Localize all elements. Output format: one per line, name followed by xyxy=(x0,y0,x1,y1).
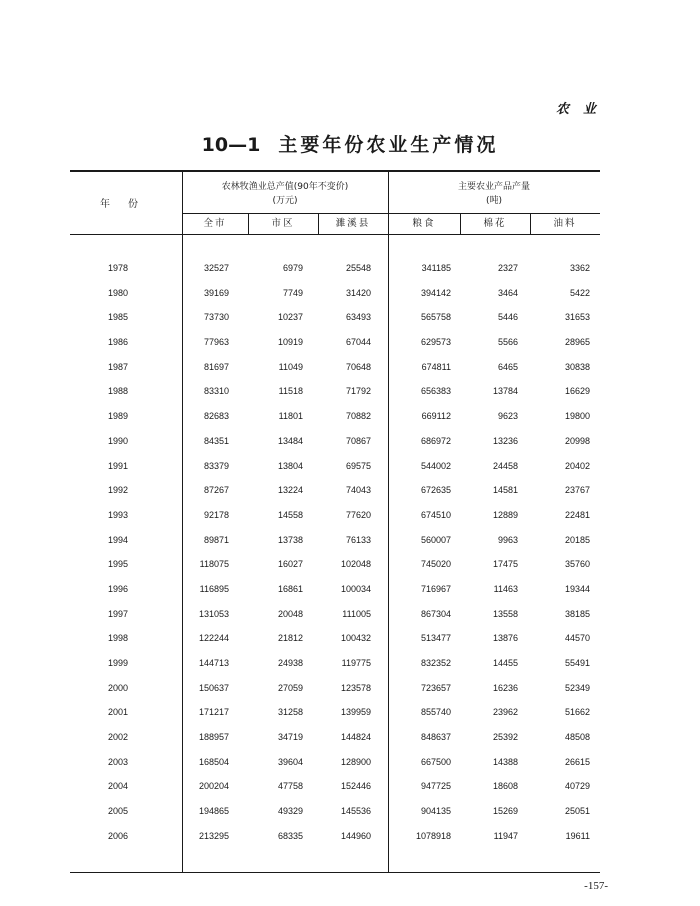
cell-year: 2000 xyxy=(108,682,129,693)
product-output-header-line1: 主要农业产品产量 xyxy=(457,182,530,192)
cell-oil: 19800 xyxy=(564,411,590,422)
cell-city-total: 32527 xyxy=(203,263,229,273)
cell-grain: 848637 xyxy=(420,732,451,743)
cell-year: 2006 xyxy=(108,830,129,841)
cell-year: 1990 xyxy=(108,435,129,446)
cell-grain: 745020 xyxy=(420,559,451,570)
cell-cotton: 13784 xyxy=(492,386,518,397)
output-value-header-line1: 农林牧渔业总产值(90年不变价) xyxy=(221,182,349,192)
cell-grain: 832352 xyxy=(420,658,451,668)
cell-grain: 394142 xyxy=(420,287,451,298)
table-row xyxy=(0,405,700,430)
table-row xyxy=(0,603,700,628)
col-header-oil: 油料 xyxy=(553,218,577,229)
cell-urban: 20048 xyxy=(277,608,303,619)
product-output-header xyxy=(388,180,600,208)
table-row xyxy=(0,257,700,282)
cell-city-total: 122244 xyxy=(198,633,229,644)
cell-year: 2001 xyxy=(108,707,129,718)
cell-oil: 5422 xyxy=(569,287,590,298)
cell-cotton: 5566 xyxy=(497,337,518,348)
cell-oil: 20998 xyxy=(564,435,590,446)
cell-city-total: 83310 xyxy=(203,386,229,397)
cell-city-total: 194865 xyxy=(198,806,229,817)
group-header-rule xyxy=(182,213,600,214)
cell-oil: 52349 xyxy=(564,682,590,693)
cell-cotton: 11947 xyxy=(493,830,518,841)
col-header-city-total: 全市 xyxy=(203,218,227,229)
cell-city-total: 168504 xyxy=(198,756,229,767)
cell-suixi: 102048 xyxy=(340,559,371,570)
cell-urban: 11801 xyxy=(278,411,303,422)
cell-city-total: 213295 xyxy=(198,830,229,841)
cell-grain: 544002 xyxy=(420,460,451,471)
cell-suixi: 144824 xyxy=(340,732,371,743)
cell-urban: 13484 xyxy=(277,435,303,446)
page-number: -157- xyxy=(584,880,608,892)
cell-oil: 26615 xyxy=(564,756,590,767)
col-header-grain: 粮食 xyxy=(412,218,436,229)
table-row xyxy=(0,775,700,800)
table-row xyxy=(0,306,700,331)
cell-oil: 44570 xyxy=(564,633,590,644)
cell-suixi: 145536 xyxy=(340,806,371,817)
cell-city-total: 73730 xyxy=(203,312,229,323)
cell-urban: 7749 xyxy=(282,287,303,298)
cell-suixi: 123578 xyxy=(340,682,371,693)
cell-year: 2002 xyxy=(108,732,129,743)
cell-oil: 19611 xyxy=(565,830,590,841)
cell-cotton: 23962 xyxy=(492,707,518,718)
cell-city-total: 39169 xyxy=(203,287,229,298)
cell-grain: 716967 xyxy=(420,583,451,594)
cell-suixi: 119775 xyxy=(341,658,371,668)
cell-year: 1987 xyxy=(108,361,129,372)
col-header-urban: 市区 xyxy=(271,218,295,229)
cell-urban: 16861 xyxy=(277,583,303,594)
cell-cotton: 3464 xyxy=(497,287,518,298)
cell-cotton: 14581 xyxy=(492,485,518,496)
cell-oil: 22481 xyxy=(564,509,590,520)
cell-urban: 39604 xyxy=(277,756,303,767)
cell-cotton: 13558 xyxy=(492,608,518,619)
cell-city-total: 92178 xyxy=(203,509,229,520)
cell-suixi: 70648 xyxy=(345,361,371,372)
table-top-rule xyxy=(70,170,600,172)
cell-cotton: 16236 xyxy=(492,682,518,693)
table-row xyxy=(0,479,700,504)
cell-oil: 55491 xyxy=(564,658,590,668)
table-title-text: 主要年份农业生产情况 xyxy=(278,134,499,156)
cell-urban: 24938 xyxy=(277,658,303,668)
cell-cotton: 13876 xyxy=(492,633,518,644)
col-header-suixi: 濉溪县 xyxy=(335,218,371,229)
table-row xyxy=(0,282,700,307)
cell-urban: 31258 xyxy=(277,707,303,718)
cell-cotton: 24458 xyxy=(492,460,518,471)
cell-grain: 904135 xyxy=(420,806,451,817)
cell-suixi: 100432 xyxy=(340,633,371,644)
cell-cotton: 2327 xyxy=(497,263,518,273)
cell-urban: 34719 xyxy=(277,732,303,743)
cell-city-total: 116895 xyxy=(199,583,229,594)
table-row xyxy=(0,652,700,677)
table-number: 10—1 xyxy=(201,134,261,156)
cell-city-total: 77963 xyxy=(203,337,229,348)
cell-year: 1985 xyxy=(108,312,129,323)
cell-suixi: 67044 xyxy=(345,337,371,348)
cell-suixi: 25548 xyxy=(345,263,371,273)
cell-year: 1993 xyxy=(108,509,129,520)
table-row xyxy=(0,331,700,356)
cell-oil: 51662 xyxy=(564,707,590,718)
cell-urban: 14558 xyxy=(277,509,303,520)
cell-year: 1997 xyxy=(108,608,129,619)
cell-grain: 947725 xyxy=(420,781,451,792)
cell-year: 2004 xyxy=(108,781,129,792)
cell-grain: 855740 xyxy=(420,707,451,718)
cell-suixi: 77620 xyxy=(345,509,371,520)
cell-city-total: 200204 xyxy=(198,781,229,792)
cell-cotton: 9963 xyxy=(497,534,518,545)
table-row xyxy=(0,701,700,726)
cell-urban: 16027 xyxy=(277,559,303,570)
cell-grain: 341185 xyxy=(421,263,451,273)
cell-city-total: 171217 xyxy=(198,707,229,718)
cell-grain: 867304 xyxy=(420,608,451,619)
cell-oil: 31653 xyxy=(564,312,590,323)
cell-cotton: 13236 xyxy=(492,435,518,446)
cell-oil: 23767 xyxy=(564,485,590,496)
cell-grain: 565758 xyxy=(420,312,451,323)
cell-oil: 30838 xyxy=(564,361,590,372)
cell-year: 2005 xyxy=(108,806,129,817)
cell-cotton: 17475 xyxy=(492,559,518,570)
cell-suixi: 69575 xyxy=(345,460,371,471)
cell-suixi: 144960 xyxy=(340,830,371,841)
cell-cotton: 12889 xyxy=(492,509,518,520)
cell-year: 2003 xyxy=(108,756,129,767)
cell-urban: 11518 xyxy=(278,386,303,397)
cell-suixi: 70867 xyxy=(345,435,371,446)
cell-grain: 686972 xyxy=(420,435,451,446)
cell-city-total: 82683 xyxy=(203,411,229,422)
cell-year: 1998 xyxy=(108,633,129,644)
cell-suixi: 63493 xyxy=(345,312,371,323)
cell-year: 1986 xyxy=(108,337,129,348)
col-header-cotton: 棉花 xyxy=(483,218,507,229)
cell-city-total: 131053 xyxy=(198,608,229,619)
cell-suixi: 139959 xyxy=(340,707,371,718)
cell-oil: 16629 xyxy=(564,386,590,397)
table-row xyxy=(0,356,700,381)
cell-suixi: 71792 xyxy=(345,386,371,397)
cell-year: 1978 xyxy=(108,263,129,273)
cell-oil: 48508 xyxy=(564,732,590,743)
cell-grain: 669112 xyxy=(421,411,451,422)
cell-grain: 723657 xyxy=(420,682,451,693)
cell-oil: 20402 xyxy=(564,460,590,471)
cell-grain: 674510 xyxy=(420,509,451,520)
cell-year: 1994 xyxy=(108,534,129,545)
cell-cotton: 14455 xyxy=(492,658,518,668)
cell-suixi: 111005 xyxy=(342,608,371,619)
product-output-header-unit: (吨) xyxy=(485,196,503,206)
cell-year: 1996 xyxy=(108,583,129,594)
header-bottom-rule xyxy=(70,234,600,235)
cell-suixi: 76133 xyxy=(345,534,371,545)
cell-oil: 3362 xyxy=(569,263,590,273)
table-row xyxy=(0,455,700,480)
cell-year: 1980 xyxy=(108,287,129,298)
cell-grain: 656383 xyxy=(420,386,451,397)
cell-year: 1988 xyxy=(108,386,129,397)
cell-cotton: 9623 xyxy=(497,411,518,422)
table-row xyxy=(0,578,700,603)
cell-urban: 10237 xyxy=(277,312,303,323)
table-row xyxy=(0,380,700,405)
cell-year: 1991 xyxy=(108,460,129,471)
table-row xyxy=(0,751,700,776)
cell-city-total: 87267 xyxy=(203,485,229,496)
cell-suixi: 31420 xyxy=(345,287,371,298)
cell-grain: 513477 xyxy=(420,633,451,644)
cell-year: 1999 xyxy=(108,658,129,668)
cell-urban: 13804 xyxy=(277,460,303,471)
cell-urban: 49329 xyxy=(277,806,303,817)
cell-suixi: 100034 xyxy=(340,583,371,594)
cell-grain: 1078918 xyxy=(415,830,451,841)
table-body xyxy=(0,257,700,850)
cell-urban: 68335 xyxy=(277,830,303,841)
cell-suixi: 70882 xyxy=(345,411,371,422)
cell-grain: 672635 xyxy=(420,485,451,496)
cell-grain: 674811 xyxy=(421,361,451,372)
cell-oil: 40729 xyxy=(564,781,590,792)
table-row xyxy=(0,430,700,455)
cell-suixi: 152446 xyxy=(340,781,371,792)
section-label: 农业 xyxy=(555,102,610,117)
cell-urban: 11049 xyxy=(278,361,303,372)
cell-urban: 13224 xyxy=(277,485,303,496)
cell-urban: 27059 xyxy=(277,682,303,693)
cell-city-total: 84351 xyxy=(203,435,229,446)
output-value-header-unit: (万元) xyxy=(272,196,298,206)
cell-year: 1992 xyxy=(108,485,129,496)
cell-cotton: 6465 xyxy=(497,361,518,372)
cell-cotton: 14388 xyxy=(492,756,518,767)
cell-cotton: 25392 xyxy=(492,732,518,743)
table-row xyxy=(0,504,700,529)
cell-urban: 10919 xyxy=(277,337,303,348)
cell-cotton: 5446 xyxy=(497,312,518,323)
cell-city-total: 150637 xyxy=(198,682,229,693)
cell-oil: 28965 xyxy=(564,337,590,348)
table-bottom-rule xyxy=(70,872,600,873)
cell-urban: 21812 xyxy=(277,633,303,644)
cell-oil: 25051 xyxy=(564,806,590,817)
cell-city-total: 83379 xyxy=(203,460,229,471)
table-row xyxy=(0,726,700,751)
table-row xyxy=(0,529,700,554)
cell-grain: 667500 xyxy=(420,756,451,767)
cell-oil: 35760 xyxy=(564,559,590,570)
cell-year: 1995 xyxy=(108,559,129,570)
table-row xyxy=(0,627,700,652)
cell-grain: 560007 xyxy=(420,534,451,545)
cell-cotton: 11463 xyxy=(493,583,518,594)
cell-oil: 20185 xyxy=(564,534,590,545)
cell-city-total: 144713 xyxy=(198,658,229,668)
cell-year: 1989 xyxy=(108,411,129,422)
output-value-header xyxy=(182,180,388,208)
table-row xyxy=(0,677,700,702)
cell-city-total: 81697 xyxy=(203,361,229,372)
cell-urban: 47758 xyxy=(277,781,303,792)
cell-urban: 13738 xyxy=(277,534,303,545)
table-row xyxy=(0,800,700,825)
cell-suixi: 74043 xyxy=(345,485,371,496)
cell-suixi: 128900 xyxy=(340,756,371,767)
cell-city-total: 118075 xyxy=(199,559,229,570)
cell-oil: 19344 xyxy=(564,583,590,594)
table-row xyxy=(0,825,700,850)
cell-cotton: 15269 xyxy=(492,806,518,817)
cell-city-total: 188957 xyxy=(198,732,229,743)
cell-oil: 38185 xyxy=(564,608,590,619)
cell-cotton: 18608 xyxy=(492,781,518,792)
year-header: 年份 xyxy=(100,199,156,210)
cell-urban: 6979 xyxy=(282,263,303,273)
cell-city-total: 89871 xyxy=(203,534,229,545)
cell-grain: 629573 xyxy=(420,337,451,348)
table-title xyxy=(0,130,700,157)
table-row xyxy=(0,553,700,578)
